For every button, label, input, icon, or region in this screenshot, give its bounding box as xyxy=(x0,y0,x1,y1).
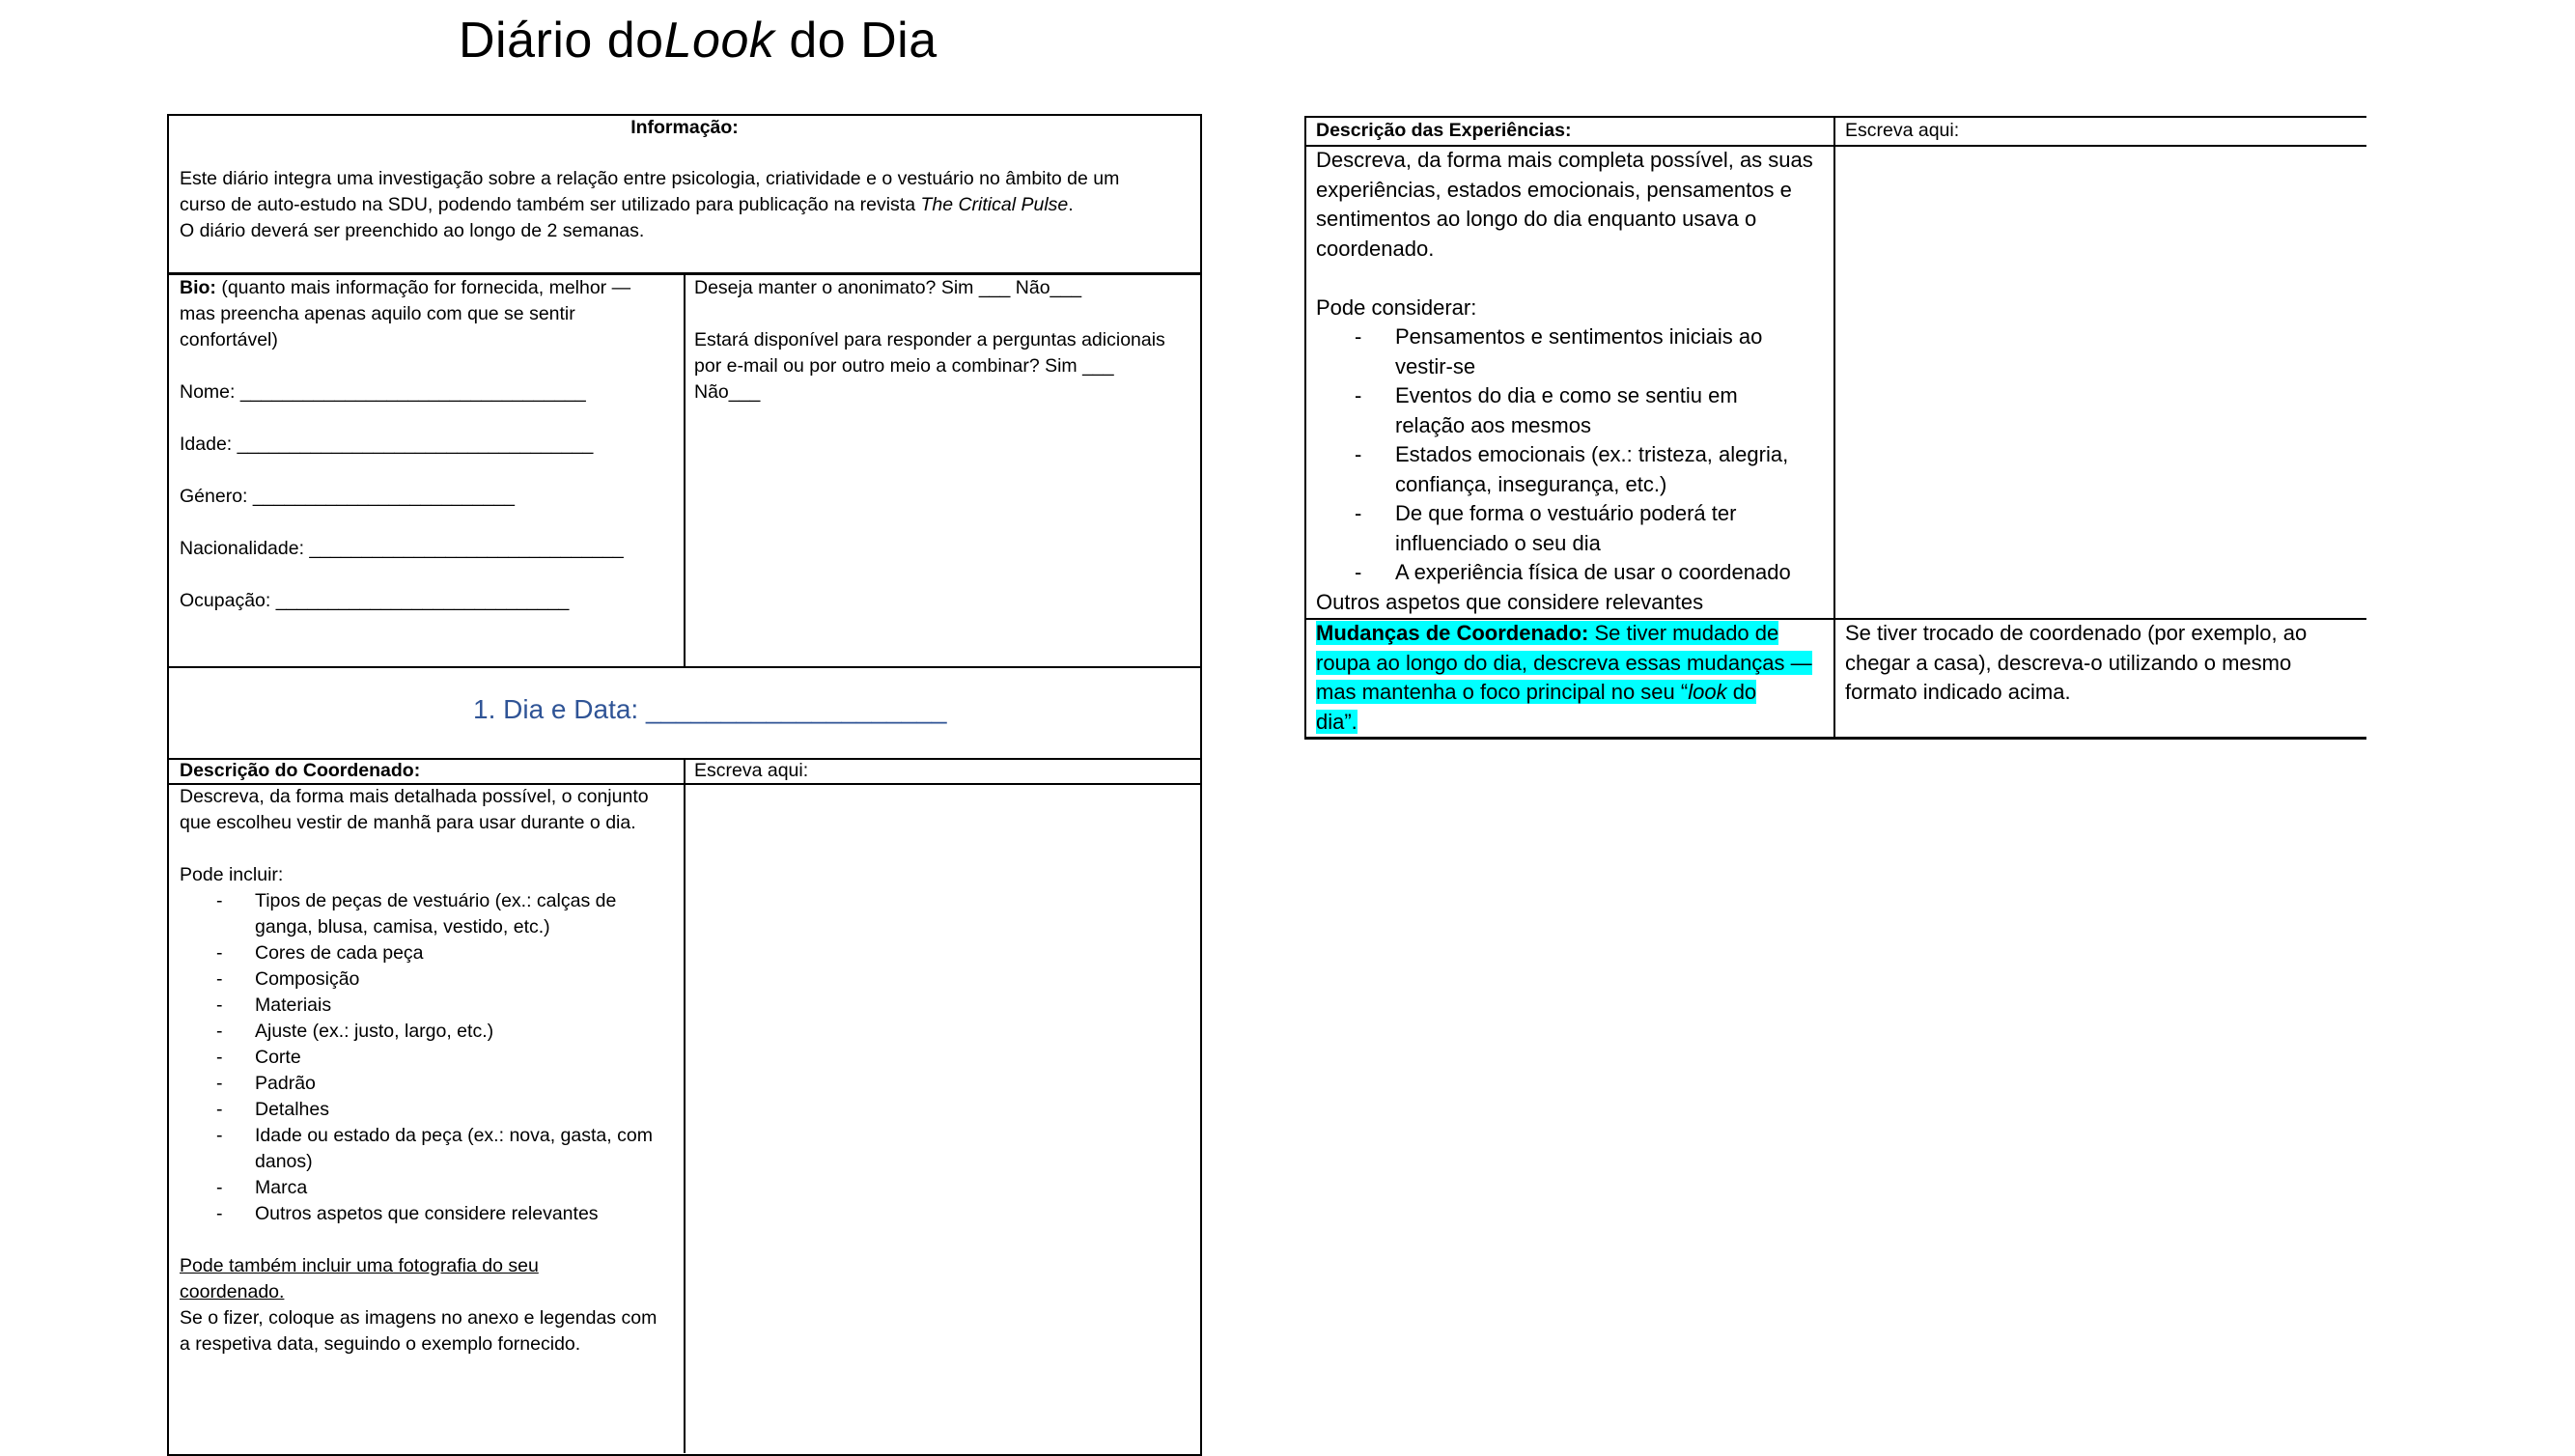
list-item: - Eventos do dia e como se sentiu em relação aos mesmos xyxy=(1316,381,1830,440)
list-item: - Marca xyxy=(180,1175,682,1201)
list-item: - Ajuste (ex.: justo, largo, etc.) xyxy=(180,1019,682,1045)
day-date-heading[interactable]: 1. Dia e Data: ____________________ xyxy=(473,694,947,724)
list-item: - Outros aspetos que considere relevantes xyxy=(180,1201,682,1227)
outfit-changes-instructions: Se tiver trocado de coordenado (por exemplo, ao chegar a casa), descreva-o utilizando o mesmo formato indicado acima. xyxy=(1845,621,2308,704)
list-item: - Estados emocionais (ex.: tristeza, alegria, confiança, insegurança, etc.) xyxy=(1316,440,1830,499)
outfit-description: Descreva, da forma mais detalhada possível, o conjunto que escolheu vestir de manhã para usar durante o dia. Pode incluir: - Tipos de peças de vestuário (ex.: calças de ganga, blusa, camisa, vestido, etc.) - Cores de cada peça - Composição - Materiais - Ajuste (ex.: justo, largo, etc.) - Corte - Padrão - Detalhes - Idade ou estado da peça (ex.: nova, gasta, com danos) - Marca - Outros aspetos que considere relevantes Pode também incluir uma fotografia do seu coordenado. Se o fizer, coloque as imagens no anexo e legendas com a respetiva data, seguindo o exemplo fornecido. xyxy=(180,784,682,1358)
outfit-include-list xyxy=(180,888,682,1227)
list-item: - Detalhes xyxy=(180,1097,682,1123)
list-item: - Corte xyxy=(180,1045,682,1071)
bio-section: Bio: (quanto mais informação for fornecida, melhor — mas preencha apenas aquilo com que se sentir confortável) xyxy=(180,277,631,350)
list-item: - Idade ou estado da peça (ex.: nova, gasta, com danos) xyxy=(180,1123,682,1175)
experiences-description: Descreva, da forma mais completa possível, as suas experiências, estados emocionais, pensamentos e sentimentos ao longo do dia enquanto usava o coordenado. Pode considerar: - Pensamentos e sentimentos iniciais ao vestir-se - Eventos do dia e como se sentiu em relação aos mesmos - Estados emocionais (ex.: tristeza, alegria, confiança, insegurança, etc.) - De que forma o vestuário poderá ter influenciado o seu dia - A experiência física de usar o coordenado Outros aspetos que considere relevantes xyxy=(1316,146,1830,617)
list-item: - Cores de cada peça xyxy=(180,940,682,966)
list-item: - A experiência física de usar o coordenado xyxy=(1316,558,1830,588)
info-heading: Informação: xyxy=(630,117,739,138)
anonymity-question[interactable]: Deseja manter o anonimato? Sim ___ Não___ xyxy=(694,277,1082,298)
list-item: - Pensamentos e sentimentos iniciais ao vestir-se xyxy=(1316,322,1830,381)
occupation-field[interactable]: Ocupação: ____________________________ xyxy=(180,590,570,611)
info-text: Este diário integra uma investigação sobre a relação entre psicologia, criatividade e o vestuário no âmbito de um curso de auto-estudo na SDU, podendo também ser utilizado para publicação na revista The Critical Pulse. O diário deverá ser preenchido ao longo de 2 semanas. xyxy=(180,168,1120,241)
list-item: - De que forma o vestuário poderá ter influenciado o seu dia xyxy=(1316,499,1830,558)
list-item: - Padrão xyxy=(180,1071,682,1097)
outfit-write-here[interactable]: Escreva aqui: xyxy=(694,760,809,781)
experiences-write-here[interactable]: Escreva aqui: xyxy=(1845,120,1960,141)
nationality-field[interactable]: Nacionalidade: ______________________________ xyxy=(180,538,624,559)
age-field[interactable]: Idade: __________________________________ xyxy=(180,434,594,455)
experiences-heading: Descrição das Experiências: xyxy=(1316,120,1572,141)
experiences-consider-list xyxy=(1316,322,1830,588)
page-title: Diário doLook do Dia xyxy=(459,13,938,69)
outfit-changes-prompt: Mudanças de Coordenado: Se tiver mudado de roupa ao longo do dia, descreva essas mudanças — mas mantenha o foco principal no seu “look do dia”. xyxy=(1316,621,1812,734)
list-item: - Composição xyxy=(180,966,682,993)
gender-field[interactable]: Género: _________________________ xyxy=(180,486,516,507)
list-item: - Materiais xyxy=(180,993,682,1019)
outfit-heading: Descrição do Coordenado: xyxy=(180,760,421,781)
availability-question[interactable]: Estará disponível para responder a perguntas adicionais por e-mail ou por outro meio a combinar? Sim ___ Não___ xyxy=(694,329,1165,403)
list-item: - Tipos de peças de vestuário (ex.: calças de ganga, blusa, camisa, vestido, etc.) xyxy=(180,888,682,940)
name-field[interactable]: Nome: _________________________________ xyxy=(180,381,586,403)
